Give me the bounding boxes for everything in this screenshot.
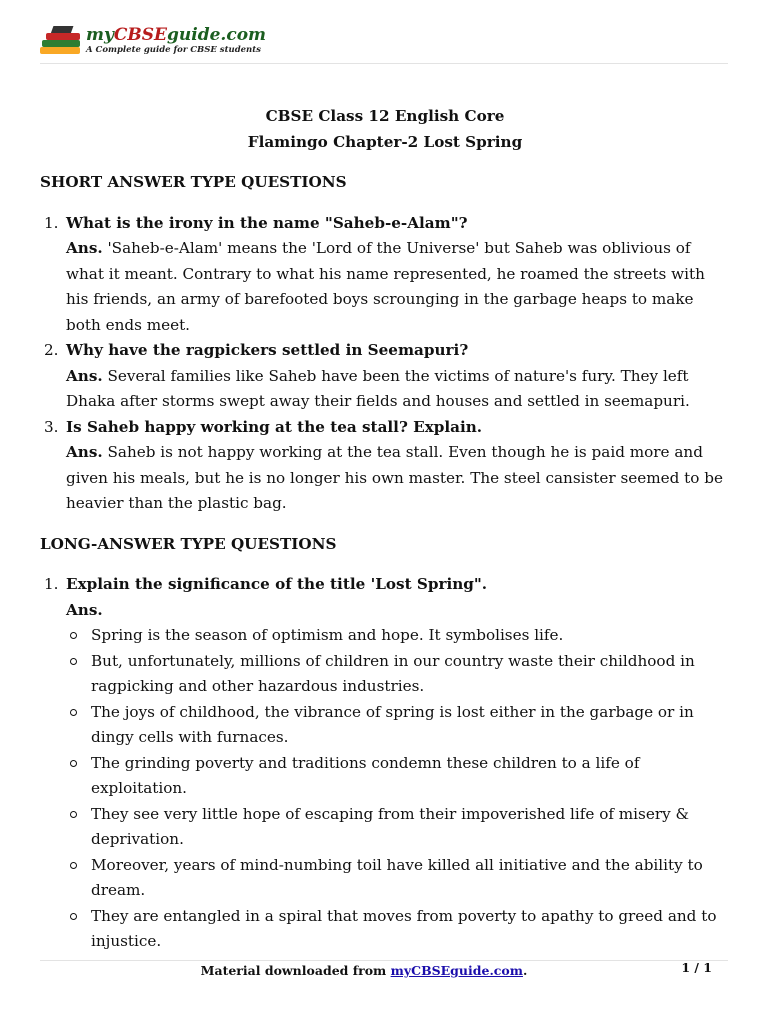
- answer-label: Ans.: [66, 600, 103, 619]
- long-question-list: [40, 572, 730, 623]
- bullet-item: Spring is the season of optimism and hope. It symbolises life.: [66, 623, 730, 649]
- answer-bullet-list: [66, 623, 730, 955]
- question-text: What is the irony in the name "Saheb-e-Alam"?: [66, 213, 468, 232]
- footer-divider: [40, 960, 728, 961]
- question-item: [40, 415, 730, 517]
- site-logo[interactable]: [40, 26, 266, 56]
- question-number: 2.: [44, 341, 59, 359]
- question-number: 1.: [44, 213, 59, 232]
- answer-text: Ans. Several families like Saheb have been the victims of nature's fury. They left Dhaka after storms swept away their fields and houses and settled in seemapuri.: [66, 366, 690, 410]
- books-logo-icon: [40, 26, 84, 56]
- bullet-item: Moreover, years of mind-numbing toil have killed all initiative and the ability to dream.: [66, 853, 730, 904]
- question-text: Why have the ragpickers settled in Seemapuri?: [66, 341, 469, 359]
- bullet-item: They are entangled in a spiral that moves from poverty to apathy to greed and to injustice.: [66, 904, 730, 955]
- bullet-item: But, unfortunately, millions of children in our country waste their childhood in ragpicking and other hazardous industries.: [66, 649, 730, 700]
- long-answer-heading: LONG-ANSWER TYPE QUESTIONS: [40, 534, 337, 553]
- question-number: 1.: [44, 575, 59, 593]
- logo-title: myCBSEguide.com: [86, 25, 267, 46]
- answer-text: Ans. 'Saheb-e-Alam' means the 'Lord of the Universe' but Saheb was oblivious of what it meant. Contrary to what his name represented, he roamed the streets with his friends, an army of barefooted boys scrounging in the garbage heaps to make both ends meet.: [66, 239, 705, 334]
- document-body: [40, 104, 730, 955]
- answer-label: Ans.: [66, 366, 103, 385]
- answer-label: Ans.: [66, 239, 103, 257]
- bullet-item: The grinding poverty and traditions condemn these children to a life of exploitation.: [66, 751, 730, 802]
- question-number: 3.: [44, 417, 59, 436]
- footer-note: Material downloaded from myCBSEguide.com.: [200, 963, 528, 978]
- doc-title-line2: Flamingo Chapter-2 Lost Spring: [247, 132, 523, 151]
- question-text: Explain the significance of the title 'Lost Spring".: [66, 575, 488, 593]
- short-answer-heading: SHORT ANSWER TYPE QUESTIONS: [40, 173, 347, 191]
- question-item: [40, 338, 730, 415]
- page-header: [40, 24, 728, 64]
- question-item: [40, 211, 730, 339]
- logo-subtitle: A Complete guide for CBSE students: [86, 45, 261, 56]
- short-question-list: [40, 211, 730, 517]
- doc-title-line1: CBSE Class 12 English Core: [265, 107, 505, 125]
- answer-text: Ans. Saheb is not happy working at the tea stall. Even though he is paid more and given his meals, but he is no longer his own master. The steel cansister seemed to be heavier than the plastic bag.: [66, 443, 723, 512]
- page-number: 1 / 1: [681, 960, 712, 975]
- bullet-item: They see very little hope of escaping from their impoverished life of misery & deprivation.: [66, 802, 730, 853]
- answer-label: Ans.: [66, 443, 103, 461]
- bullet-item: The joys of childhood, the vibrance of spring is lost either in the garbage or in dingy cells with furnaces.: [66, 700, 730, 751]
- footer-site-link[interactable]: myCBSEguide.com: [390, 963, 523, 978]
- question-text: Is Saheb happy working at the tea stall? Explain.: [66, 417, 483, 436]
- question-item: [40, 572, 730, 623]
